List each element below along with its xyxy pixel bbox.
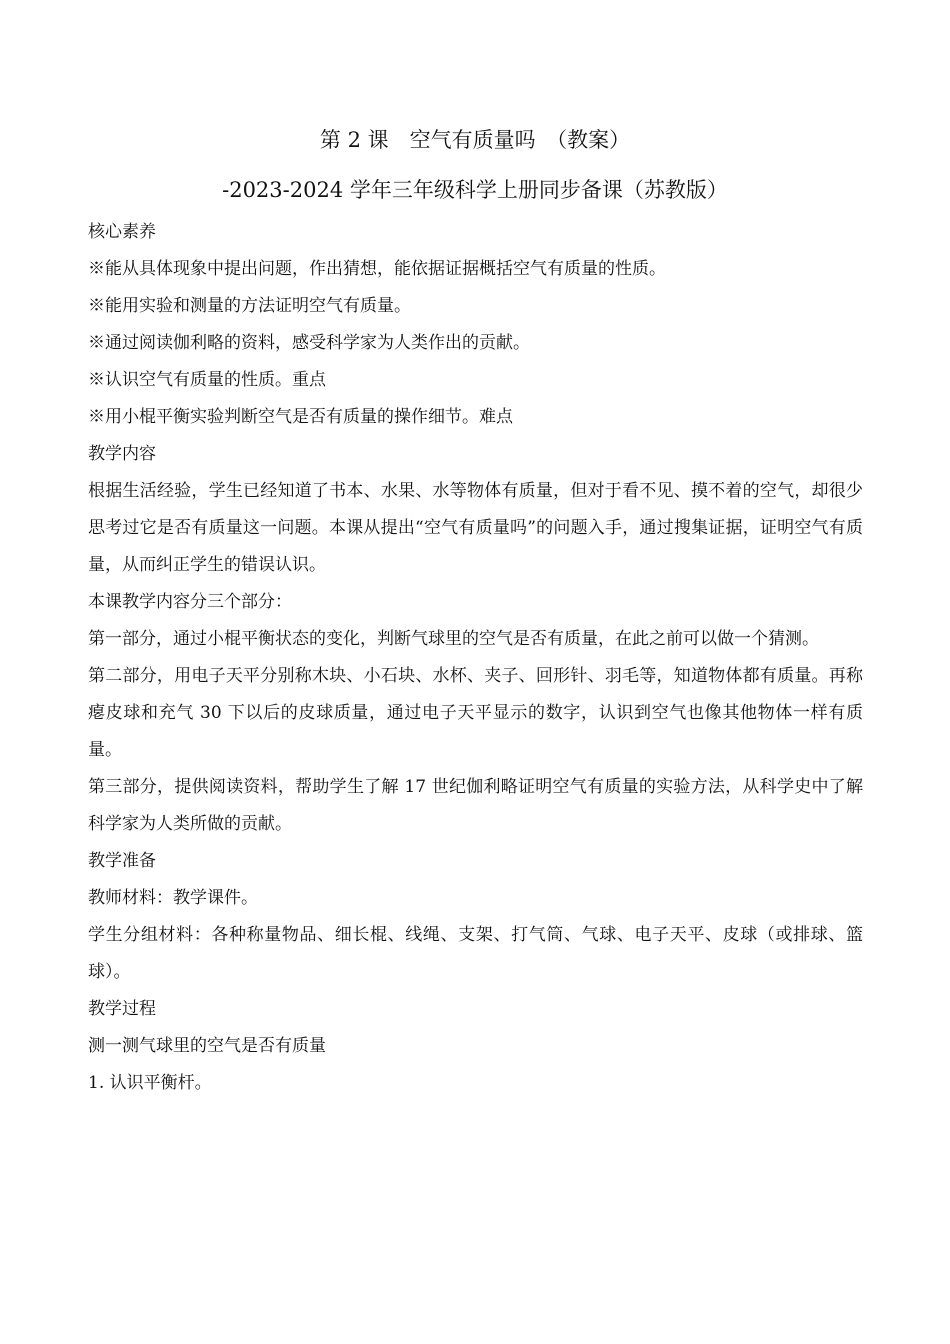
objective-item: ※能用实验和测量的方法证明空气有质量。 xyxy=(88,296,411,316)
paragraph-part-one: 第一部分，通过小棍平衡状态的变化，判断气球里的空气是否有质量，在此之前可以做一个猜测。 xyxy=(88,629,819,649)
step-item: 1. 认识平衡杆。 xyxy=(88,1073,212,1093)
objective-item-key-point: ※认识空气有质量的性质。重点 xyxy=(88,370,326,390)
objective-item: ※能从具体现象中提出问题，作出猜想，能依据证据概括空气有质量的性质。 xyxy=(88,259,666,279)
document-subtitle: -2023-2024 学年三年级科学上册同步备课（苏教版） xyxy=(222,178,728,202)
paragraph-content-intro: 根据生活经验，学生已经知道了书本、水果、水等物体有质量，但对于看不见、摸不着的空气，却很少思考过它是否有质量这一问题。本课从提出“空气有质量吗”的问题入手，通过搜集证据，证明空气有质量，从而纠正学生的错误认识。 xyxy=(88,481,863,575)
paragraph-part-two: 第二部分，用电子天平分别称木块、小石块、水杯、夹子、回形针、羽毛等，知道物体都有质量。再称瘪皮球和充气 30 下以后的皮球质量，通过电子天平显示的数字，认识到空气也像其他物体一样有质量。 xyxy=(88,666,863,760)
section-heading-process: 教学过程 xyxy=(88,999,156,1019)
document-title: 第 2 课 空气有质量吗 （教案） xyxy=(319,128,631,152)
teacher-materials: 教师材料：教学课件。 xyxy=(88,888,258,908)
section-heading-teaching-content: 教学内容 xyxy=(88,444,156,464)
objective-item-difficulty: ※用小棍平衡实验判断空气是否有质量的操作细节。难点 xyxy=(88,407,513,427)
paragraph-parts-intro: 本课教学内容分三个部分： xyxy=(88,592,292,612)
document-body xyxy=(88,214,863,1102)
activity-heading: 测一测气球里的空气是否有质量 xyxy=(88,1036,326,1056)
section-heading-preparation: 教学准备 xyxy=(88,851,156,871)
paragraph-part-three: 第三部分，提供阅读资料，帮助学生了解 17 世纪伽利略证明空气有质量的实验方法，从科学史中了解科学家为人类所做的贡献。 xyxy=(88,777,863,834)
objective-item: ※通过阅读伽利略的资料，感受科学家为人类作出的贡献。 xyxy=(88,333,530,353)
student-materials: 学生分组材料：各种称量物品、细长棍、线绳、支架、打气筒、气球、电子天平、皮球（或排球、篮球）。 xyxy=(88,925,863,982)
section-heading-core-literacy: 核心素养 xyxy=(88,222,156,242)
